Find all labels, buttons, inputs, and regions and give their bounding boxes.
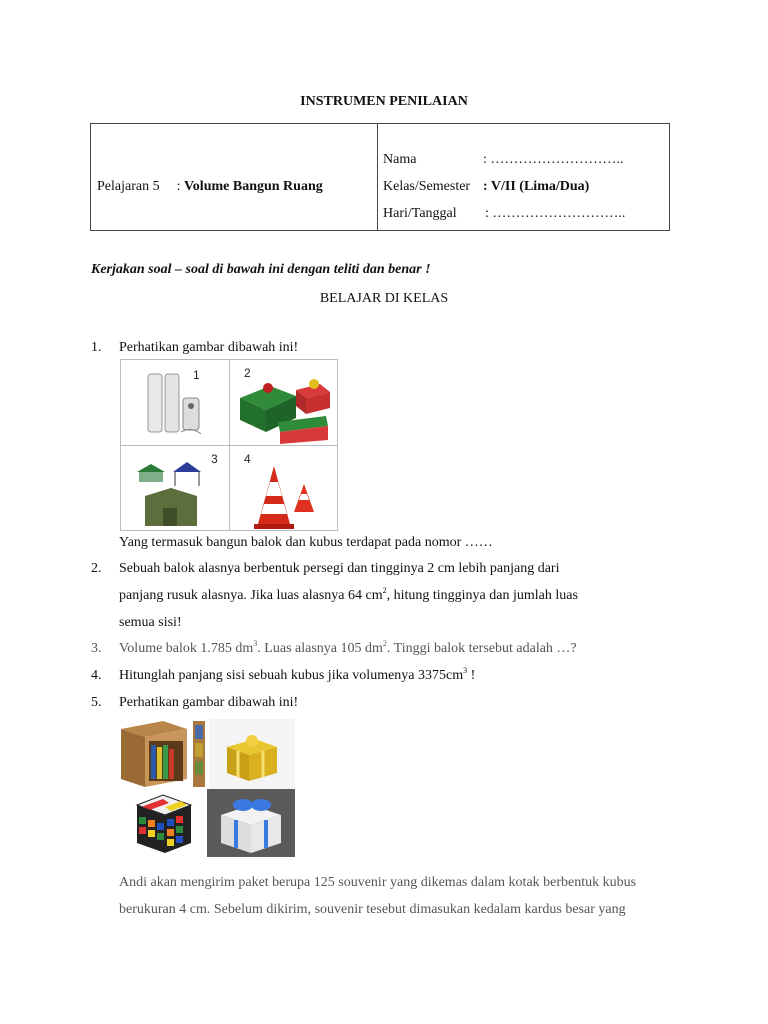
white-gift-image <box>207 789 295 857</box>
q4-number: 4. <box>91 668 102 683</box>
nama-value: : ……………………….. <box>483 152 624 167</box>
kelas-value: : V/II (Lima/Dua) <box>483 179 590 194</box>
q3-text: Volume balok 1.785 $dm^3$. Luas alasnya 105 $dm^2$. Tinggi balok tersebut adalah …? <box>119 639 577 656</box>
q2-line-3: semua sisi! <box>119 615 182 630</box>
header-table <box>90 123 670 231</box>
q5-paragraph-line-2: berukuran 4 cm. Sebelum dikirim, souvenir tesebut dimasukan kedalam kardus besar yang <box>119 902 626 917</box>
q1-picture-grid <box>120 359 338 531</box>
lesson-separator: : <box>176 179 181 194</box>
q3-number: 3. <box>91 641 102 656</box>
q2-line-1: Sebuah balok alasnya berbentuk persegi dan tingginya 2 cm lebih panjang dari <box>119 561 560 576</box>
q5-paragraph-line-1: Andi akan mengirim paket berupa 125 souvenir yang dikemas dalam kotak berbentuk kubus <box>119 875 637 890</box>
lesson-cell <box>91 124 378 230</box>
q1-text: Perhatikan gambar dibawah ini! <box>119 340 299 355</box>
q5-number: 5. <box>91 695 102 710</box>
label-2: 2 <box>244 366 251 380</box>
q2-number: 2. <box>91 561 102 576</box>
q5-picture-collage <box>117 719 297 859</box>
label-4: 4 <box>244 452 251 466</box>
tents-image <box>121 446 229 531</box>
q4-text: Hitunglah panjang sisi sebuah kubus jika volumenya $3375cm^3$ ! <box>119 666 476 683</box>
section-heading: BELAJAR DI KELAS <box>319 291 449 306</box>
q1-number: 1. <box>91 340 102 355</box>
instruction: Kerjakan soal – soal di bawah ini dengan teliti dan benar ! <box>91 262 431 277</box>
label-3: 3 <box>211 452 218 466</box>
lesson-value: Volume Bangun Ruang <box>183 179 323 194</box>
rubik-cube-image <box>129 791 199 857</box>
gold-gift-image <box>209 719 295 789</box>
kelas-label: Kelas/Semester <box>383 179 471 194</box>
q5-text: Perhatikan gambar dibawah ini! <box>119 695 299 710</box>
nama-label: Nama <box>383 152 417 167</box>
q2-line-2: panjang rusuk alasnya. Jika luas alasnya 64 $cm^2$, hitung tingginya dan jumlah luas <box>119 586 578 603</box>
speakers-image <box>121 360 229 445</box>
gift-boxes-image <box>230 360 338 445</box>
lesson-row <box>97 179 323 195</box>
q1-answer-line: Yang termasuk bangun balok dan kubus terdapat pada nomor …… <box>119 535 493 550</box>
page-title: INSTRUMEN PENILAIAN <box>300 94 468 109</box>
hari-label: Hari/Tanggal <box>383 206 457 221</box>
hari-value: : ……………………….. <box>485 206 626 221</box>
lesson-label: Pelajaran 5 <box>97 179 160 194</box>
label-1: 1 <box>193 368 200 382</box>
traffic-cones-image <box>230 446 338 531</box>
bookshelf-cube-image <box>117 719 207 789</box>
